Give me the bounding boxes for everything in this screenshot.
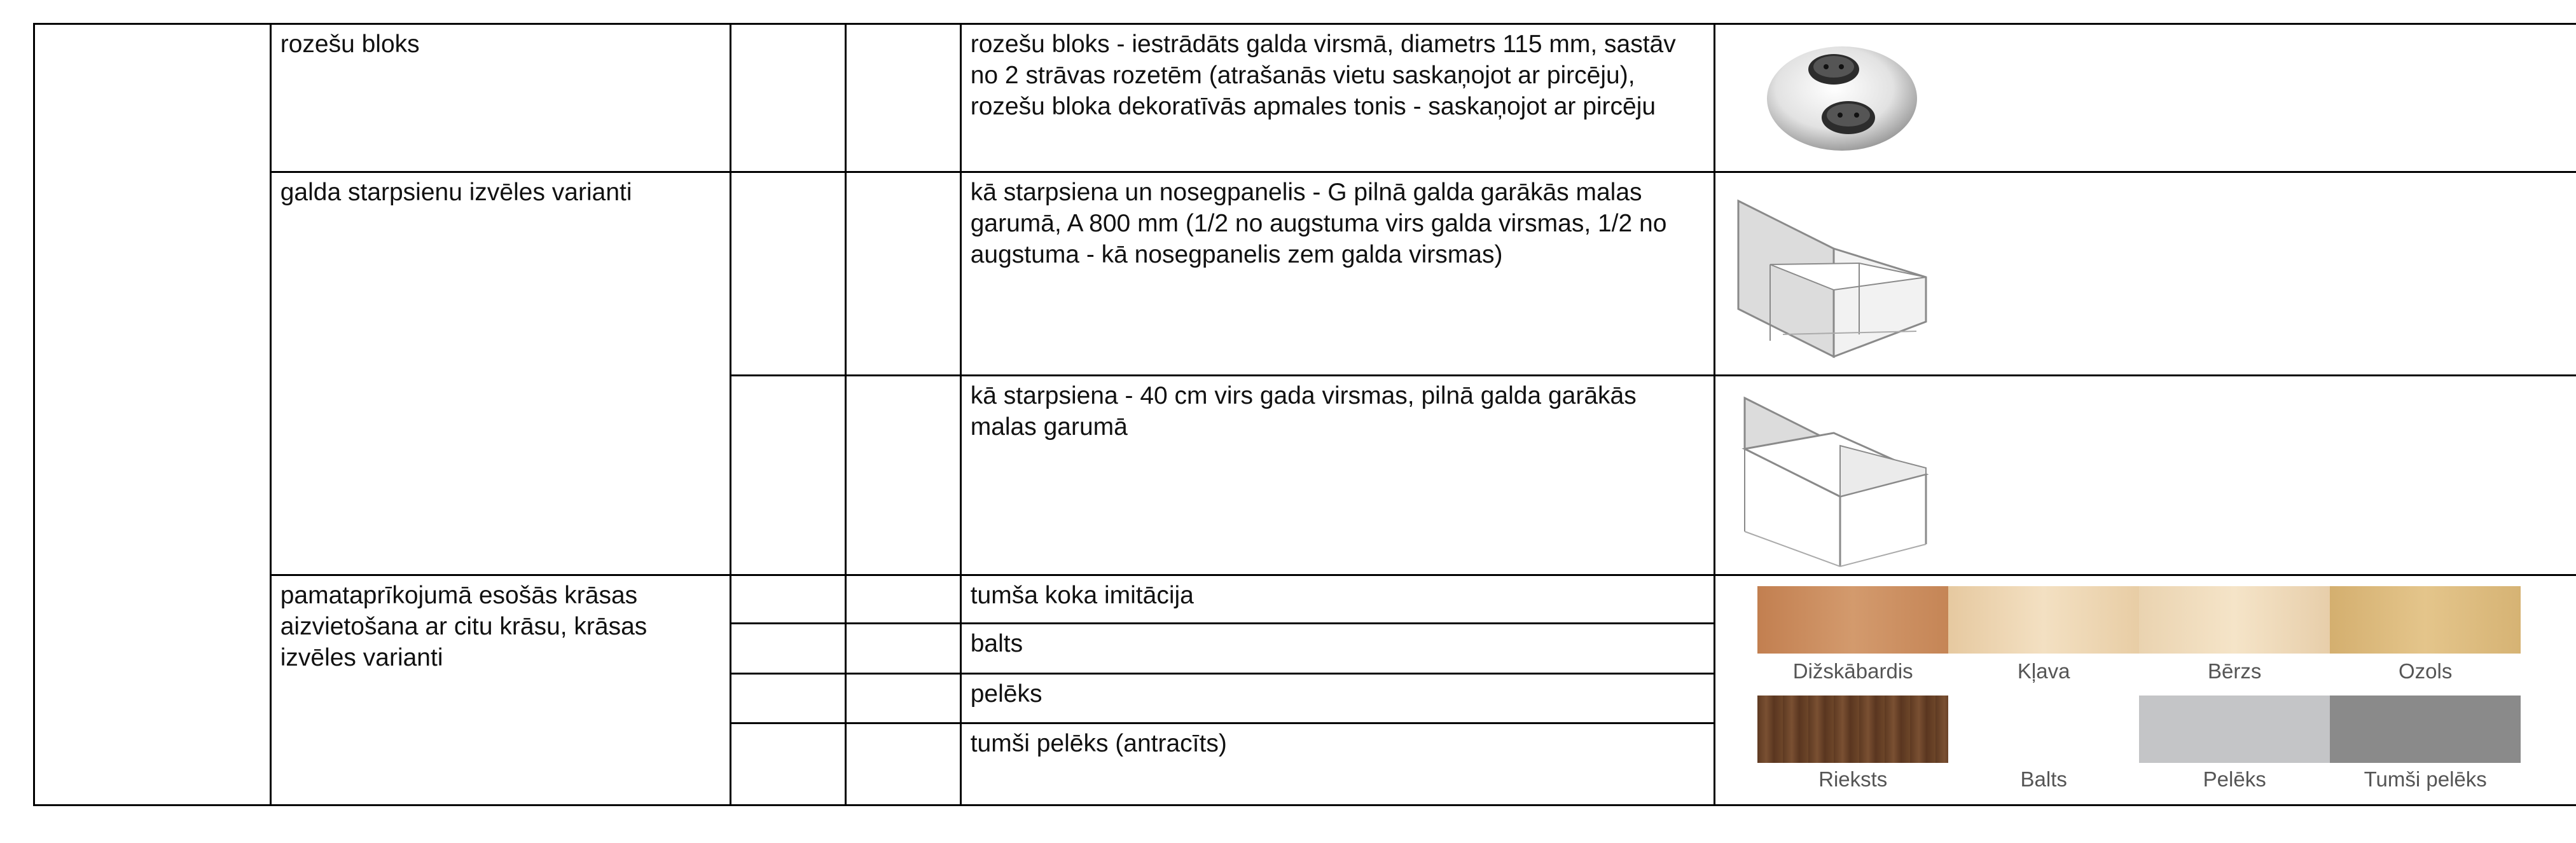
item-name-cell xyxy=(270,172,730,575)
swatch-cell xyxy=(1715,575,2576,805)
swatch-label: Ozols xyxy=(2399,659,2453,683)
image-cell xyxy=(1715,24,2576,172)
description-cell xyxy=(960,624,1714,673)
full-partition-image xyxy=(1732,182,1929,366)
swatch-label: Pelēks xyxy=(2203,767,2266,791)
swatch-label: Kļava xyxy=(2017,659,2070,683)
item-name: galda starpsienu izvēles varianti xyxy=(280,179,632,207)
table-row xyxy=(34,575,2576,623)
empty-cell xyxy=(845,575,960,623)
empty-cell xyxy=(845,376,960,575)
specification-table xyxy=(33,23,2576,806)
item-name: rozešu bloks xyxy=(280,31,420,58)
swatch-label: Tumši pelēks xyxy=(2364,767,2487,791)
description-cell xyxy=(960,673,1714,723)
table-row xyxy=(34,172,2576,376)
description-cell xyxy=(960,575,1714,623)
empty-cell xyxy=(845,172,960,376)
option-description: kā starpsiena - 40 cm virs gada virsmas, pilnā galda garākās malas garumā xyxy=(970,382,1637,441)
empty-cell xyxy=(731,723,846,805)
empty-first-column xyxy=(34,24,271,805)
empty-cell xyxy=(845,673,960,723)
empty-cell xyxy=(731,673,846,723)
swatch-peleks xyxy=(2139,696,2330,763)
empty-cell xyxy=(731,624,846,673)
swatch-rieksts xyxy=(1757,696,1948,763)
empty-cell xyxy=(845,24,960,172)
empty-cell xyxy=(731,172,846,376)
swatch-label: Dižskābardis xyxy=(1792,659,1913,683)
color-option: tumša koka imitācija xyxy=(970,581,1194,609)
partition-above-top-image xyxy=(1732,385,1929,570)
swatch-dizskabardis xyxy=(1757,586,1948,654)
color-swatch-panel xyxy=(1757,586,2521,790)
swatch-label: Balts xyxy=(2020,767,2067,791)
swatch-ozols xyxy=(2330,586,2521,654)
description-cell xyxy=(960,376,1714,575)
image-cell xyxy=(1715,376,2576,575)
option-description: kā starpsiena un nosegpanelis - G pilnā galda garākās malas garumā, A 800 mm (1/2 no augstuma virs galda virsmas, 1/2 no augstuma - kā nosegpanelis zem galda virsmas) xyxy=(970,179,1667,269)
swatch-berzs xyxy=(2139,586,2330,654)
empty-cell xyxy=(731,24,846,172)
empty-cell xyxy=(845,723,960,805)
swatch-balts xyxy=(1948,696,2139,763)
description-cell xyxy=(960,24,1714,172)
empty-cell xyxy=(731,376,846,575)
color-option: pelēks xyxy=(970,680,1042,708)
empty-cell xyxy=(731,575,846,623)
item-name-cell xyxy=(270,575,730,805)
item-name: pamataprīkojumā esošās krāsas aizvietošana ar citu krāsu, krāsas izvēles varianti xyxy=(280,581,647,671)
swatch-klava xyxy=(1948,586,2139,654)
empty-cell xyxy=(845,624,960,673)
swatch-tumsi-peleks xyxy=(2330,696,2521,763)
swatch-label: Rieksts xyxy=(1818,767,1888,791)
description-cell xyxy=(960,172,1714,376)
color-option: tumši pelēks (antracīts) xyxy=(970,730,1227,758)
image-cell xyxy=(1715,172,2576,376)
power-outlet-image xyxy=(1762,36,1922,157)
description-cell xyxy=(960,723,1714,805)
color-option: balts xyxy=(970,630,1023,658)
swatch-label: Bērzs xyxy=(2208,659,2262,683)
item-name-cell xyxy=(270,24,730,172)
item-description: rozešu bloks - iestrādāts galda virsmā, diametrs 115 mm, sastāv no 2 strāvas rozetēm (atrašanās vietu saskaņojot ar pircēju), rozešu bloka dekoratīvās apmales tonis - saskaņojot ar pircēju xyxy=(970,31,1676,120)
table-row xyxy=(34,24,2576,172)
